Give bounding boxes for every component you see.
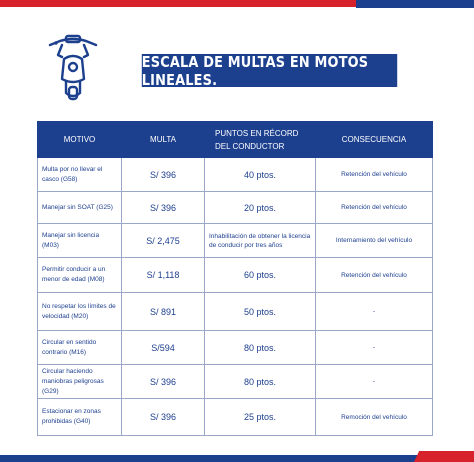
header-puntos [205,122,316,158]
table-row [38,293,433,331]
row-multa: S/ 396 [122,365,205,399]
table-row [38,365,433,399]
row-puntos: 25 ptos. [205,399,316,436]
row-consecuencia: - [316,365,433,399]
row-motivo: Permitir conducir a un menor de edad (M08) [38,258,122,293]
top-decoration-bar [0,0,474,14]
row-consecuencia: Retención del vehículo [316,192,433,224]
row-multa: S/ 1,118 [122,258,205,293]
row-consecuencia: - [316,293,433,331]
row-multa: S/ 2,475 [122,224,205,258]
row-multa: S/ 891 [122,293,205,331]
table-row [38,258,433,293]
row-motivo: Manejar sin SOAT (G25) [38,192,122,224]
row-consecuencia: Retención del vehículo [316,158,433,192]
header-puntos-line2: DEL CONDUCTOR [215,141,285,151]
page-title: ESCALA DE MULTAS EN MOTOS LINEALES. [142,54,397,87]
row-multa: S/594 [122,331,205,365]
header-consecuencia: CONSECUENCIA [316,122,433,158]
table-row [38,158,433,192]
motorcycle-icon [46,33,100,101]
row-puntos: 40 ptos. [205,158,316,192]
row-multa: S/ 396 [122,399,205,436]
row-puntos: 80 ptos. [205,365,316,399]
row-puntos: 20 ptos. [205,192,316,224]
row-consecuencia: - [316,331,433,365]
row-motivo: Circular haciendo maniobras peligrosas (G29) [38,365,122,399]
table-row [38,331,433,365]
fines-table [37,121,433,436]
top-red-stripe [0,0,356,7]
bottom-blue-stripe [0,455,455,462]
header-motivo: MOTIVO [38,122,122,158]
header-puntos-line1: PUNTOS EN RÉCORD [215,128,299,138]
row-puntos: 50 ptos. [205,293,316,331]
row-consecuencia: Internamiento del vehículo [316,224,433,258]
bottom-decoration-bar [0,450,474,462]
row-motivo: Circular en sentido contrario (M16) [38,331,122,365]
row-motivo: Estacionar en zonas prohibidas (G40) [38,399,122,436]
row-motivo: Multa por no llevar el casco (G58) [38,158,122,192]
table-row [38,224,433,258]
row-multa: S/ 396 [122,158,205,192]
row-puntos: 60 ptos. [205,258,316,293]
row-puntos: Inhabilitación de obtener la licencia de conducir por tres años [205,224,316,258]
top-blue-stripe [356,0,474,8]
row-motivo: Manejar sin licencia (M03) [38,224,122,258]
bottom-red-stripe [414,451,474,462]
row-motivo: No respetar los límites de velocidad (M20) [38,293,122,331]
row-multa: S/ 396 [122,192,205,224]
table-header-row [38,122,433,158]
table-row [38,192,433,224]
table-row [38,399,433,436]
row-consecuencia: Retención del vehículo [316,258,433,293]
row-consecuencia: Remoción del vehículo [316,399,433,436]
row-puntos: 80 ptos. [205,331,316,365]
header-multa: MULTA [122,122,205,158]
